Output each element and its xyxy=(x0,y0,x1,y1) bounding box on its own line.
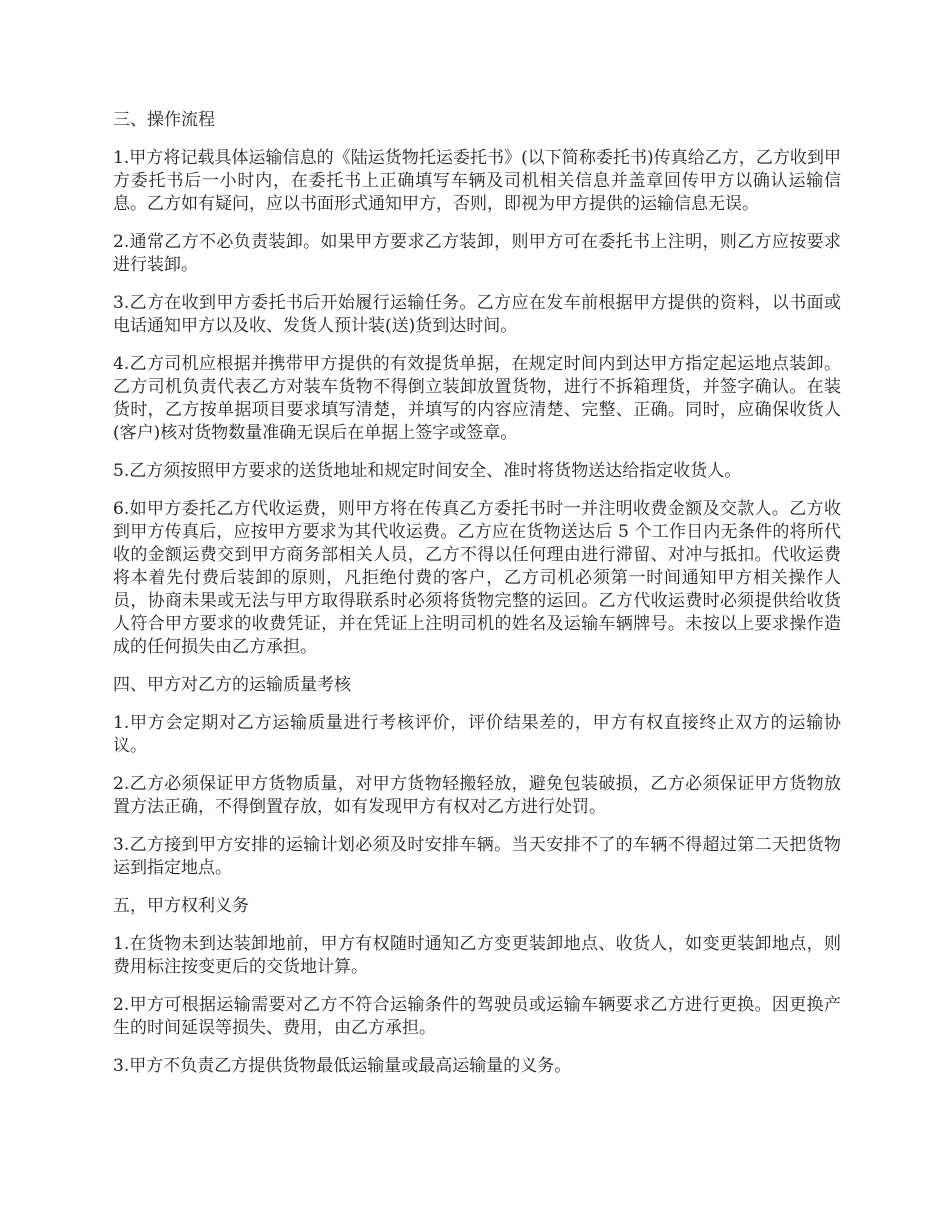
paragraph-process-5: 5.乙方须按照甲方要求的送货地址和规定时间安全、准时将货物送达给指定收货人。 xyxy=(113,461,742,481)
paragraph-process-6: 6.如甲方委托乙方代收运费，则甲方将在传真乙方委托书时一并注明收费金额及交款人。乙方收到甲方传真后，应按甲方要求为其代收运费。乙方应在货物送达后 5 个工作日内无条件的将所代收的金额运费交到甲方商务部相关人员，乙方不得以任何理由进行滞留、对冲与抵扣。代收运费将本着先付费后装卸的原则，凡拒绝付费的客户，乙方司机必须第一时间通知甲方相关操作人员，协商未果或无法与甲方取得联系时必须将货物完整的运回。乙方代收运费时必须提供给收货人符合甲方要求的收费凭证，并在凭证上注明司机的姓名及运输车辆牌号。未按以上要求操作造成的任何损失由乙方承担。 xyxy=(113,499,841,657)
paragraph-quality-2: 2.乙方必须保证甲方货物质量，对甲方货物轻搬轻放，避免包装破损，乙方必须保证甲方货物放置方法正确，不得倒置存放，如有发现甲方有权对乙方进行处罚。 xyxy=(113,774,841,817)
document-body xyxy=(113,109,841,1093)
section-heading-operation-process: 三、操作流程 xyxy=(113,110,215,130)
paragraph-process-2: 2.通常乙方不必负责装卸。如果甲方要求乙方装卸，则甲方可在委托书上注明，则乙方应按要求进行装卸。 xyxy=(113,232,841,275)
section-heading-rights-obligations: 五，甲方权利义务 xyxy=(113,896,249,916)
section-heading-quality-assessment: 四、甲方对乙方的运输质量考核 xyxy=(113,675,351,695)
paragraph-process-4: 4.乙方司机应根据并携带甲方提供的有效提货单据，在规定时间内到达甲方指定起运地点装卸。乙方司机负责代表乙方对装车货物不得倒立装卸放置货物，进行不拆箱理货，并签字确认。在装货时，乙方按单据项目要求填写清楚，并填写的内容应清楚、完整、正确。同时，应确保收货人(客户)核对货物数量准确无误后在单据上签字或签章。 xyxy=(113,354,841,443)
paragraph-process-3: 3.乙方在收到甲方委托书后开始履行运输任务。乙方应在发车前根据甲方提供的资料，以书面或电话通知甲方以及收、发货人预计装(送)货到达时间。 xyxy=(113,293,841,336)
paragraph-rights-1: 1.在货物未到达装卸地前，甲方有权随时通知乙方变更装卸地点、收货人，如变更装卸地点，则费用标注按变更后的交货地计算。 xyxy=(113,934,841,977)
paragraph-quality-3: 3.乙方接到甲方安排的运输计划必须及时安排车辆。当天安排不了的车辆不得超过第二天把货物运到指定地点。 xyxy=(113,835,841,878)
paragraph-rights-2: 2.甲方可根据运输需要对乙方不符合运输条件的驾驶员或运输车辆要求乙方进行更换。因更换产生的时间延误等损失、费用，由乙方承担。 xyxy=(113,995,841,1038)
paragraph-process-1: 1.甲方将记载具体运输信息的《陆运货物托运委托书》(以下简称委托书)传真给乙方，乙方收到甲方委托书后一小时内，在委托书上正确填写车辆及司机相关信息并盖章回传甲方以确认运输信息。乙方如有疑问，应以书面形式通知甲方，否则，即视为甲方提供的运输信息无误。 xyxy=(113,148,841,214)
paragraph-rights-3: 3.甲方不负责乙方提供货物最低运输量或最高运输量的义务。 xyxy=(113,1056,572,1076)
paragraph-quality-1: 1.甲方会定期对乙方运输质量进行考核评价，评价结果差的，甲方有权直接终止双方的运输协议。 xyxy=(113,713,841,756)
